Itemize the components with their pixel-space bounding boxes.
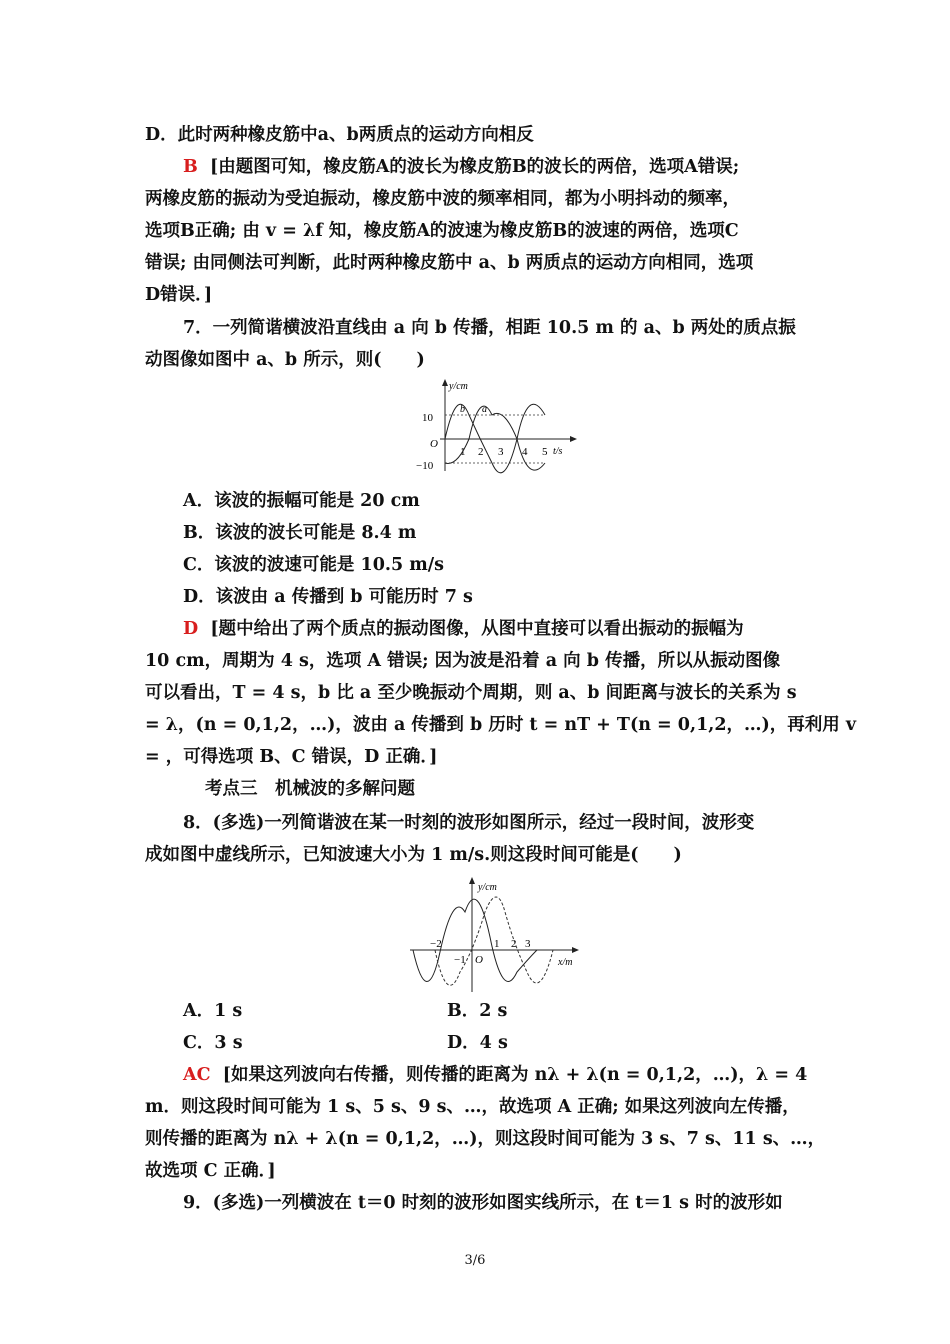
q7-option-c: C．该波的波速可能是 10.5 m/s — [183, 555, 444, 575]
q8-figure — [405, 872, 585, 994]
q7-explanation-line: = ，可得选项 B、C 错误，D 正确．] — [145, 747, 438, 767]
q7-explanation-line: D [题中给出了两个质点的振动图像，从图中直接可以看出振动的振幅为 — [183, 619, 744, 639]
x-tick: 1 — [494, 938, 500, 950]
q6-answer: B — [183, 157, 198, 177]
x-tick: 5 — [542, 446, 548, 458]
q8-option-d: D．4 s — [447, 1033, 508, 1053]
q8-explanation-line: AC [如果这列波向右传播，则传播的距离为 nλ + λ(n = 0,1,2，…)，λ = 4 — [183, 1065, 808, 1085]
x-tick: 4 — [522, 446, 528, 458]
x-tick: −1 — [454, 954, 466, 966]
x-tick: 1 — [460, 446, 466, 458]
q8-option-b: B．2 s — [447, 1001, 508, 1021]
x-axis-label: x/m — [558, 957, 573, 968]
x-tick: −2 — [430, 938, 442, 950]
origin-label: O — [475, 954, 483, 966]
x-axis-label: t/s — [553, 446, 563, 457]
q6-explanation-line: B [由题图可知，橡皮筋A的波长为橡皮筋B的波长的两倍，选项A错误; — [183, 157, 740, 177]
q7-explanation-line: 10 cm，周期为 4 s，选项 A 错误; 因为波是沿着 a 向 b 传播，所以从振动图像 — [145, 651, 781, 671]
q8-stem: 成如图中虚线所示，已知波速大小为 1 m/s.则这段时间可能是( ) — [145, 845, 682, 865]
y-tick: 10 — [422, 412, 433, 424]
q7-stem: 7．一列简谐横波沿直线由 a 向 b 传播，相距 10.5 m 的 a、b 两处的质点振 — [183, 318, 796, 338]
origin-label: O — [430, 438, 438, 450]
curve-a — [445, 406, 545, 470]
q6-explanation-line: 选项B正确; 由 v = λf 知，橡皮筋A的波速为橡皮筋B的波速的两倍，选项C — [145, 221, 739, 241]
q8-explanation-line: 则传播的距离为 nλ + λ(n = 0,1,2，…)，则这段时间可能为 3 s、7 s、11 s、…， — [145, 1129, 826, 1149]
q6-explanation-line: 错误; 由同侧法可判断，此时两种橡皮筋中 a、b 两质点的运动方向相同，选项 — [145, 253, 754, 273]
q8-explanation-line: m．则这段时间可能为 1 s、5 s、9 s、…，故选项 A 正确; 如果这列波向左传播， — [145, 1097, 800, 1117]
q7-answer: D — [183, 619, 199, 639]
q6-option-d: D．此时两种橡皮筋中a、b两质点的运动方向相反 — [145, 125, 534, 145]
y-axis-label: y/cm — [449, 381, 468, 392]
x-tick: 3 — [525, 938, 531, 950]
x-tick: 3 — [498, 446, 504, 458]
q6-explanation-line: 两橡皮筋的振动为受迫振动，橡皮筋中波的频率相同，都为小明抖动的频率， — [145, 189, 740, 209]
q7-explanation-line: = λ，(n = 0,1,2，…)，波由 a 传播到 b 历时 t = nT + T(n = 0,1,2，…)，再利用 v — [145, 715, 857, 735]
q7-explanation-line: 可以看出，T = 4 s，b 比 a 至少晚振动个周期，则 a、b 间距离与波长的关系为 s — [145, 683, 797, 703]
q9-stem: 9．(多选)一列横波在 t＝0 时刻的波形如图实线所示，在 t＝1 s 时的波形如 — [183, 1193, 783, 1213]
q7-option-d: D．该波由 a 传播到 b 可能历时 7 s — [183, 587, 473, 607]
q7-option-b: B．该波的波长可能是 8.4 m — [183, 523, 417, 543]
x-tick: 2 — [511, 938, 517, 950]
q7-option-a: A．该波的振幅可能是 20 cm — [183, 491, 420, 511]
q6-explanation-line: D错误．] — [145, 285, 213, 305]
curve-label: b — [460, 404, 465, 415]
q7-stem: 动图像如图中 a、b 所示，则( ) — [145, 350, 425, 370]
y-tick: −10 — [416, 460, 434, 472]
curve-label: a — [482, 404, 487, 415]
y-axis-label: y/cm — [478, 882, 497, 893]
q8-stem: 8．(多选)一列简谐波在某一时刻的波形如图所示，经过一段时间，波形变 — [183, 813, 755, 833]
page-number: 3/6 — [464, 1253, 486, 1268]
x-tick: 2 — [478, 446, 484, 458]
q8-explanation-line: 故选项 C 正确．] — [145, 1161, 276, 1181]
q8-answer: AC — [183, 1065, 211, 1085]
q8-option-a: A．1 s — [183, 1001, 243, 1021]
q8-option-c: C．3 s — [183, 1033, 243, 1053]
section-title: 考点三 机械波的多解问题 — [205, 779, 415, 799]
q7-figure — [412, 375, 582, 475]
